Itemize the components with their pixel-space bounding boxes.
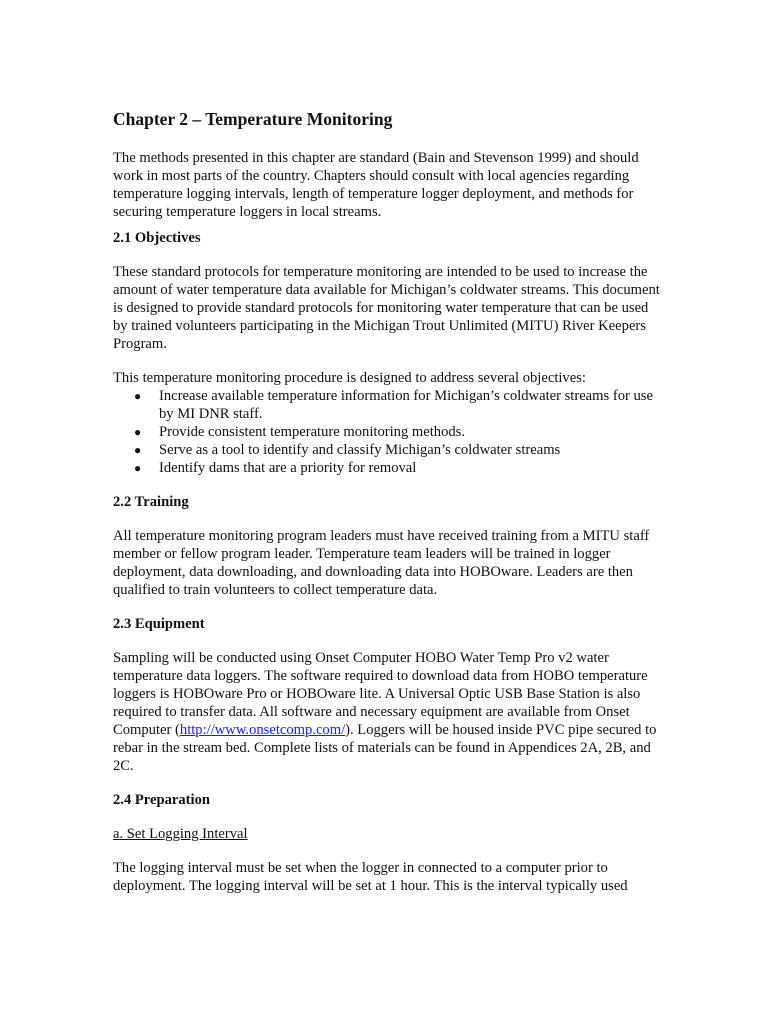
list-item: ● Provide consistent temperature monitoring methods.: [134, 424, 466, 440]
list-item: ● Serve as a tool to identify and classify Michigan’s coldwater streams: [134, 442, 561, 458]
equipment-paragraph: Sampling will be conducted using Onset Computer HOBO Water Temp Pro v2 water temperature data loggers. The software required to download data from HOBO temperature loggers is HOBOware Pro or HOBOware lite. A Universal Optic USB Base Station is also required to transfer data. All software and necessary equipment are available from Onset Computer (http://www.onsetcomp.com/). Loggers will be housed inside PVC pipe secured to rebar in the stream bed. Complete lists of materials can be found in Appendices 2A, 2B, and 2C.: [113, 650, 657, 774]
section-heading-objectives: 2.1 Objectives: [113, 230, 201, 246]
objectives-list: [113, 387, 661, 477]
list-item: ● Increase available temperature information for Michigan’s coldwater streams for use by MI DNR staff.: [134, 388, 653, 422]
list-item: ● Identify dams that are a priority for removal: [134, 460, 417, 476]
intro-paragraph: The methods presented in this chapter are standard (Bain and Stevenson 1999) and should work in most parts of the country. Chapters should consult with local agencies regarding temperature logging intervals, length of temperature logger deployment, and methods for securing temperature loggers in local streams.: [113, 150, 639, 220]
page-content: [113, 108, 661, 911]
onset-link[interactable]: http://www.onsetcomp.com/: [179, 722, 346, 738]
subheading-logging-interval: a. Set Logging Interval: [113, 826, 248, 842]
bullet-icon: ●: [134, 425, 142, 439]
bullet-icon: ●: [134, 389, 142, 403]
section-heading-preparation: 2.4 Preparation: [113, 792, 211, 808]
chapter-title: Chapter 2 – Temperature Monitoring: [113, 109, 393, 129]
preparation-paragraph: The logging interval must be set when the logger in connected to a computer prior to deployment. The logging interval will be set at 1 hour. This is the interval typically used: [113, 860, 628, 894]
training-paragraph: All temperature monitoring program leaders must have received training from a MITU staff member or fellow program leader. Temperature team leaders will be trained in logger deployment, data downloading, and downloading data into HOBOware. Leaders are then qualified to train volunteers to collect temperature data.: [113, 528, 650, 598]
section-heading-equipment: 2.3 Equipment: [113, 616, 205, 632]
bullet-icon: ●: [134, 443, 142, 457]
bullet-icon: ●: [134, 461, 142, 475]
objectives-paragraph: These standard protocols for temperature monitoring are intended to be used to increase the amount of water temperature data available for Michigan’s coldwater streams. This document is designed to provide standard protocols for monitoring water temperature that can be used by trained volunteers participating in the Michigan Trout Unlimited (MITU) River Keepers Program.: [113, 264, 660, 352]
objectives-lead-in: This temperature monitoring procedure is designed to address several objectives:: [113, 370, 586, 386]
section-heading-training: 2.2 Training: [113, 494, 189, 510]
